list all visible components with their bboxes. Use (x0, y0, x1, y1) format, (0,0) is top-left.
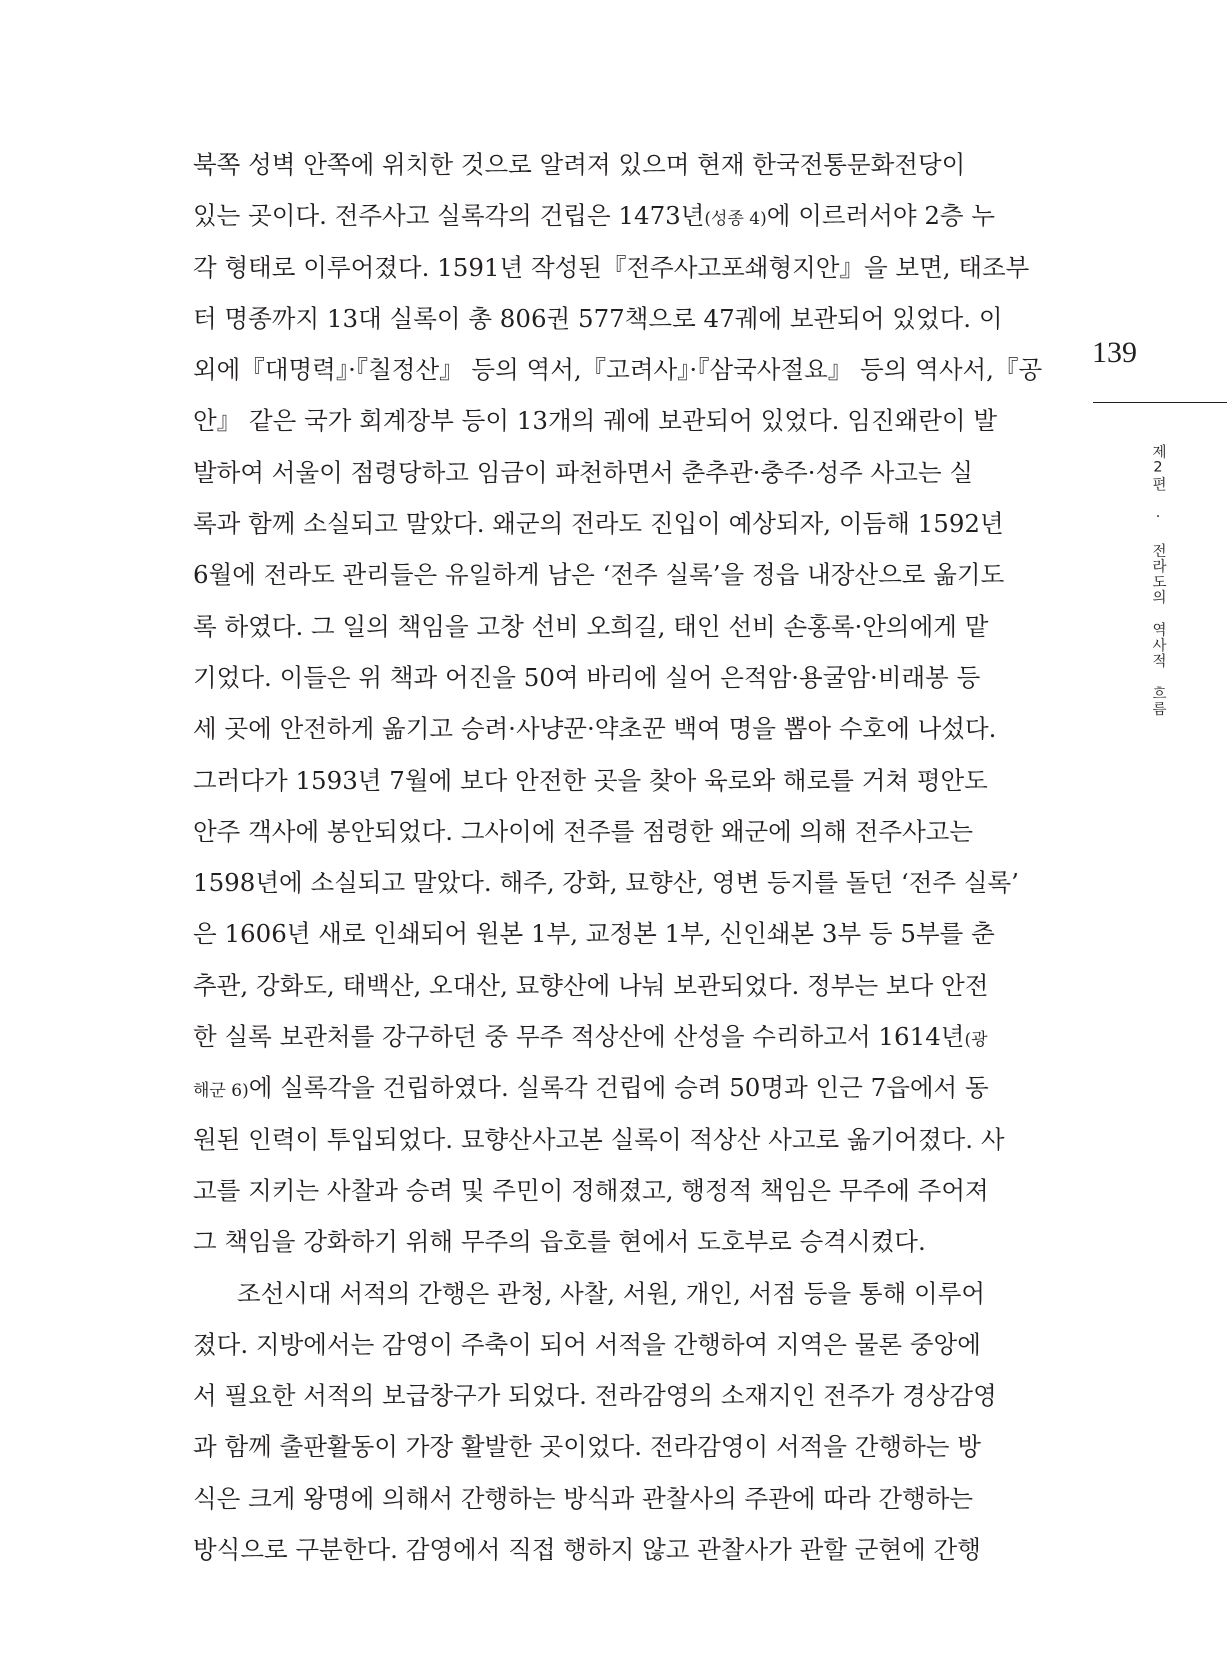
text-line: 원된 인력이 투입되었다. 묘향산사고본 실록이 적상산 사고로 옮기어졌다. 사 (193, 1124, 1005, 1154)
text-line: 터 명종까지 13대 실록이 총 806권 577책으로 47궤에 보관되어 있었다. 이 (193, 303, 1003, 333)
text-line (193, 1062, 989, 1113)
text-line: 록과 함께 소실되고 말았다. 왜군의 전라도 진입이 예상되자, 이듬해 1592년 (193, 509, 1004, 539)
text-segment: 한 실록 보관처를 강구하던 중 무주 적상산에 산성을 수리하고서 1614년 (193, 1022, 965, 1052)
text-line: 은 1606년 새로 인쇄되어 원본 1부, 교정본 1부, 신인쇄본 3부 등 5부를 춘 (193, 919, 995, 949)
text-line: 과 함께 출판활동이 가장 활발한 곳이었다. 전라감영이 서적을 간행하는 방 (193, 1432, 981, 1462)
text-line: 외에『대명력』·『칠정산』 등의 역서,『고려사』·『삼국사절요』 등의 역사서,『공 (193, 355, 1043, 385)
running-head: 제2편 · 전라도의 역사적 흐름 (1150, 444, 1166, 717)
annotation-small: (성종 4) (704, 209, 767, 230)
text-line: 그러다가 1593년 7월에 보다 안전한 곳을 찾아 육로와 해로를 거쳐 평안도 (193, 765, 988, 795)
text-line: 식은 크게 왕명에 의해서 간행하는 방식과 관찰사의 주관에 따라 간행하는 (193, 1483, 974, 1513)
text-segment: 에 실록각을 건립하였다. 실록각 건립에 승려 50명과 인근 7읍에서 동 (248, 1073, 989, 1103)
text-line: 고를 지키는 사찰과 승려 및 주민이 정해졌고, 행정적 책임은 무주에 주어져 (193, 1175, 989, 1205)
text-segment: 있는 곳이다. 전주사고 실록각의 건립은 1473년 (193, 201, 705, 231)
text-line (193, 190, 996, 241)
text-line: 발하여 서울이 점령당하고 임금이 파천하면서 춘추관·충주·성주 사고는 실 (193, 457, 974, 487)
page-number: 139 (1092, 336, 1137, 369)
text-line: 안』 같은 국가 회계장부 등이 13개의 궤에 보관되어 있었다. 임진왜란이 발 (193, 406, 998, 436)
text-line: 록 하였다. 그 일의 책임을 고창 선비 오희길, 태인 선비 손홍록·안의에게 맡 (193, 611, 989, 641)
annotation-small: (광 (964, 1030, 988, 1051)
text-line: 기었다. 이들은 위 책과 어진을 50여 바리에 실어 은적암·용굴암·비래봉 등 (193, 662, 981, 692)
text-line: 각 형태로 이루어졌다. 1591년 작성된『전주사고포쇄형지안』을 보면, 태조부 (193, 252, 1030, 282)
text-line: 세 곳에 안전하게 옮기고 승려·사냥꾼·약초꾼 백여 명을 뽑아 수호에 나섰다. (193, 714, 997, 744)
text-line: 북쪽 성벽 안쪽에 위치한 것으로 알려져 있으며 현재 한국전통문화전당이 (193, 150, 966, 179)
text-segment: 에 이르러서야 2층 누 (766, 201, 996, 231)
annotation-small: 해군 6) (193, 1081, 249, 1102)
page-number-rule (1093, 402, 1227, 403)
text-line: 서 필요한 서적의 보급창구가 되었다. 전라감영의 소재지인 전주가 경상감영 (193, 1381, 997, 1411)
text-line: 방식으로 구분한다. 감영에서 직접 행하지 않고 관찰사가 관할 군현에 간행 (193, 1535, 981, 1565)
text-line: 졌다. 지방에서는 감영이 주축이 되어 서적을 간행하여 지역은 물론 중앙에 (193, 1329, 981, 1359)
paragraph-first-line: 조선시대 서적의 간행은 관청, 사찰, 서원, 개인, 서점 등을 통해 이루어 (237, 1278, 986, 1308)
body-text (193, 139, 1043, 1575)
text-line: 6월에 전라도 관리들은 유일하게 남은 ‘전주 실록’을 정읍 내장산으로 옮기도 (193, 560, 1005, 590)
text-line (193, 1011, 988, 1062)
paragraph-last-line: 그 책임을 강화하기 위해 무주의 읍호를 현에서 도호부로 승격시켰다. (193, 1227, 926, 1257)
text-line: 1598년에 소실되고 말았다. 해주, 강화, 묘향산, 영변 등지를 돌던 ‘전주 실록’ (193, 868, 1019, 898)
text-line: 추관, 강화도, 태백산, 오대산, 묘향산에 나눠 보관되었다. 정부는 보다 안전 (193, 970, 989, 1000)
text-line: 안주 객사에 봉안되었다. 그사이에 전주를 점령한 왜군에 의해 전주사고는 (193, 816, 974, 846)
